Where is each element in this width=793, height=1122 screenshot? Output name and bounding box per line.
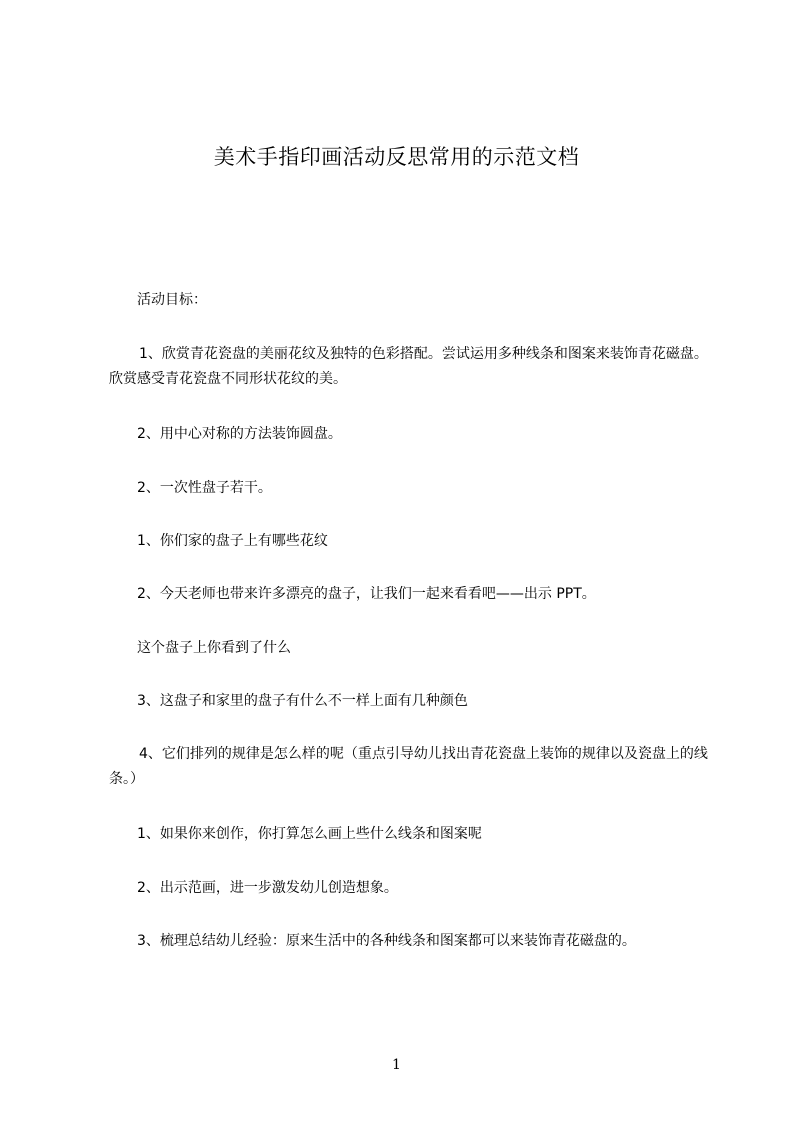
paragraph-step-2: 2、今天老师也带来许多漂亮的盘子，让我们一起来看看吧——出示 PPT。 — [137, 586, 596, 602]
paragraph-goal-2: 2、用中心对称的方法装饰圆盘。 — [137, 426, 342, 442]
paragraph-step-1: 1、你们家的盘子上有哪些花纹 — [137, 533, 328, 549]
paragraph-goal-1: 1、欣赏青花瓷盘的美丽花纹及独特的色彩搭配。尝试运用多种线条和图案来装饰青花磁盘。欣赏感受青花瓷盘不同形状花纹的美。 — [109, 346, 708, 387]
paragraph-create-1: 1、如果你来创作，你打算怎么画上些什么线条和图案呢 — [137, 826, 482, 842]
paragraph-step-3: 3、这盘子和家里的盘子有什么不一样上面有几种颜色 — [137, 693, 468, 709]
page-number: 1 — [392, 1057, 401, 1073]
paragraph-question: 这个盘子上你看到了什么 — [137, 640, 291, 656]
page-title: 美术手指印画活动反思常用的示范文档 — [213, 145, 580, 169]
paragraph-activity-goals: 活动目标： — [137, 292, 207, 308]
paragraph-materials: 2、一次性盘子若干。 — [137, 480, 272, 496]
paragraph-create-2: 2、出示范画，进一步激发幼儿创造想象。 — [137, 880, 398, 896]
paragraph-step-4: 4、它们排列的规律是怎么样的呢（重点引导幼儿找出青花瓷盘上装饰的规律以及瓷盘上的线条。） — [109, 746, 708, 787]
paragraph-summary: 3、梳理总结幼儿经验：原来生活中的各种线条和图案都可以来装饰青花磁盘的。 — [137, 933, 636, 949]
